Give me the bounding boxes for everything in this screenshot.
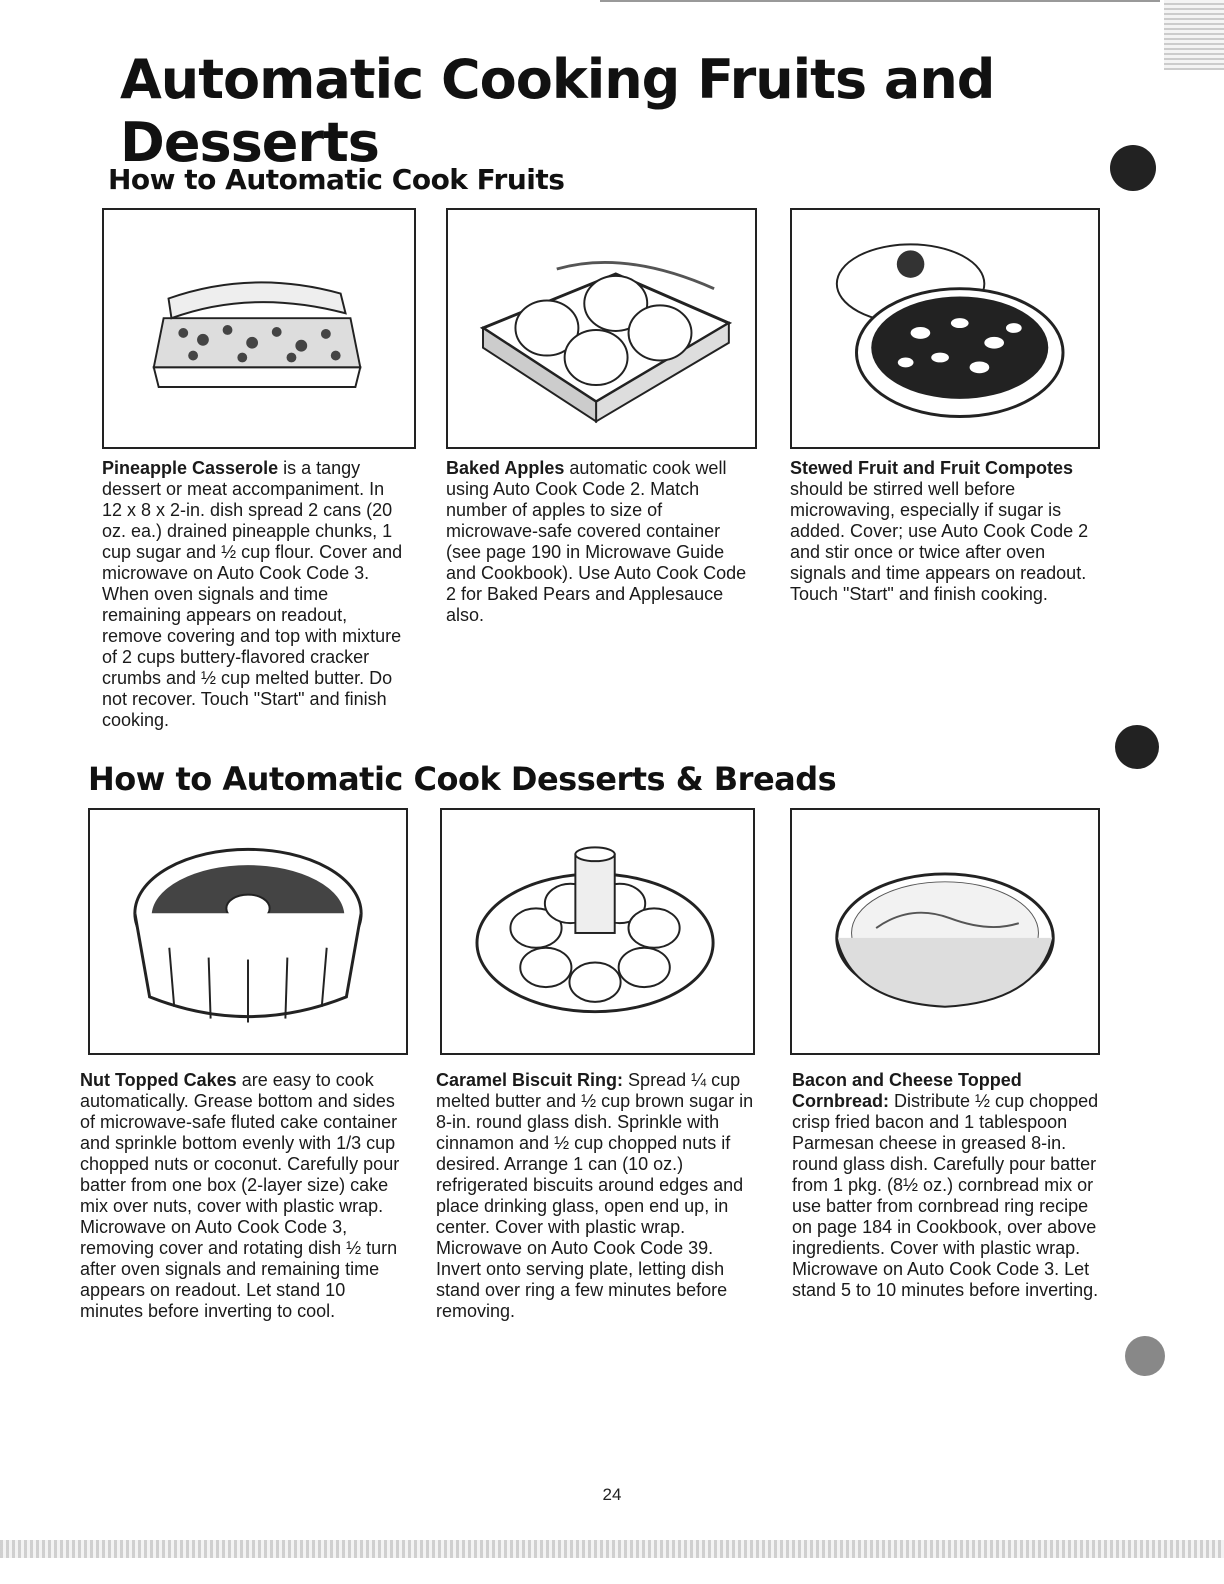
pineapple-casserole-caption xyxy=(102,458,407,731)
fruits-heading: How to Automatic Cook Fruits xyxy=(108,163,565,196)
caption-text: Distribute ½ cup chopped crisp fried bacon and 1 tablespoon Parmesan cheese in greased 8-in. round glass dish. Carefully pour batter from 1 pkg. (8½ oz.) cornbread mix or use batter from cornbread ring recipe on page 184 in Cookbook, over above ingredients. Cover with plastic wrap. Microwave on Auto Cook Code 3. Let stand 5 to 10 minutes before inverting. xyxy=(792,1091,1099,1300)
scan-edge-line xyxy=(600,0,1160,2)
caption-title: Pineapple Casserole xyxy=(102,458,279,478)
caption-text: is a tangy dessert or meat accompaniment. In 12 x 8 x 2-in. dish spread 2 cans (20 oz. ea.) drained pineapple chunks, 1 cup sugar and ½ cup flour. Cover and microwave on Auto Cook Code 3. When oven signals and time remaining appears on readout, remove covering and top with mixture of 2 cups buttery-flavored cracker crumbs and ½ cup melted butter. Do not recover. Touch "Start" and finish cooking. xyxy=(102,458,403,730)
caption-title: Baked Apples xyxy=(446,458,565,478)
caramel-biscuit-ring-caption xyxy=(436,1070,754,1322)
baked-apples-figure xyxy=(446,208,757,449)
binder-hole-top xyxy=(1110,145,1156,191)
baked-apples-icon xyxy=(448,210,755,447)
pineapple-casserole-icon xyxy=(104,210,414,447)
caption-title: Nut Topped Cakes xyxy=(80,1070,237,1090)
stewed-fruit-caption xyxy=(790,458,1100,605)
stewed-fruit-icon xyxy=(792,210,1098,447)
caption-text: automatic cook well using Auto Cook Code 2. Match number of apples to size of microwave-safe covered container (see page 190 in Microwave Guide and Cookbook). Use Auto Cook Code 2 for Baked Pears and Applesauce also. xyxy=(446,458,747,625)
desserts-heading: How to Automatic Cook Desserts & Breads xyxy=(88,760,837,798)
stewed-fruit-figure xyxy=(790,208,1100,449)
pineapple-casserole-figure xyxy=(102,208,416,449)
fluted-cake-icon xyxy=(90,810,406,1053)
cornbread-caption xyxy=(792,1070,1110,1301)
binder-hole-bottom xyxy=(1125,1336,1165,1376)
page-number: 24 xyxy=(602,1485,622,1504)
biscuit-ring-icon xyxy=(442,810,753,1053)
baked-apples-caption xyxy=(446,458,756,626)
caption-text: should be stirred well before microwaving, especially if sugar is added. Cover; use Auto Cook Code 2 and stir once or twice after oven signals and time appears on readout. Touch "Start" and finish cooking. xyxy=(790,479,1089,604)
page-title: Automatic Cooking Fruits and Desserts xyxy=(120,48,995,174)
caption-text: are easy to cook automatically. Grease bottom and sides of microwave-safe fluted cake container and sprinkle bottom evenly with 1/3 cup chopped nuts or coconut. Carefully pour batter from one box (2-layer size) cake mix over nuts, cover with plastic wrap. Microwave on Auto Cook Code 3, removing cover and rotating dish ½ turn after oven signals and remaining time appears on readout. Let stand 10 minutes before inverting to cool. xyxy=(80,1070,400,1321)
binder-hole-middle xyxy=(1115,725,1159,769)
fluted-cake-figure xyxy=(88,808,408,1055)
scan-bottom-edge xyxy=(0,1540,1224,1558)
caption-title: Stewed Fruit and Fruit Compotes xyxy=(790,458,1074,478)
biscuit-ring-figure xyxy=(440,808,755,1055)
cornbread-figure xyxy=(790,808,1100,1055)
nut-topped-cakes-caption xyxy=(80,1070,400,1322)
caption-title: Bacon and Cheese Topped Cornbread: xyxy=(792,1070,1022,1111)
caption-title: Caramel Biscuit Ring: xyxy=(436,1070,624,1090)
cornbread-icon xyxy=(792,810,1098,1053)
caption-text: Spread ¼ cup melted butter and ½ cup brown sugar in 8-in. round glass dish. Sprinkle with cinnamon and ½ cup chopped nuts if desired. Arrange 1 can (10 oz.) refrigerated biscuits around edges and place drinking glass, open end up, in center. Cover with plastic wrap. Microwave on Auto Cook Code 39. Invert onto serving plate, letting dish stand over ring a few minutes before removing. xyxy=(436,1070,754,1321)
